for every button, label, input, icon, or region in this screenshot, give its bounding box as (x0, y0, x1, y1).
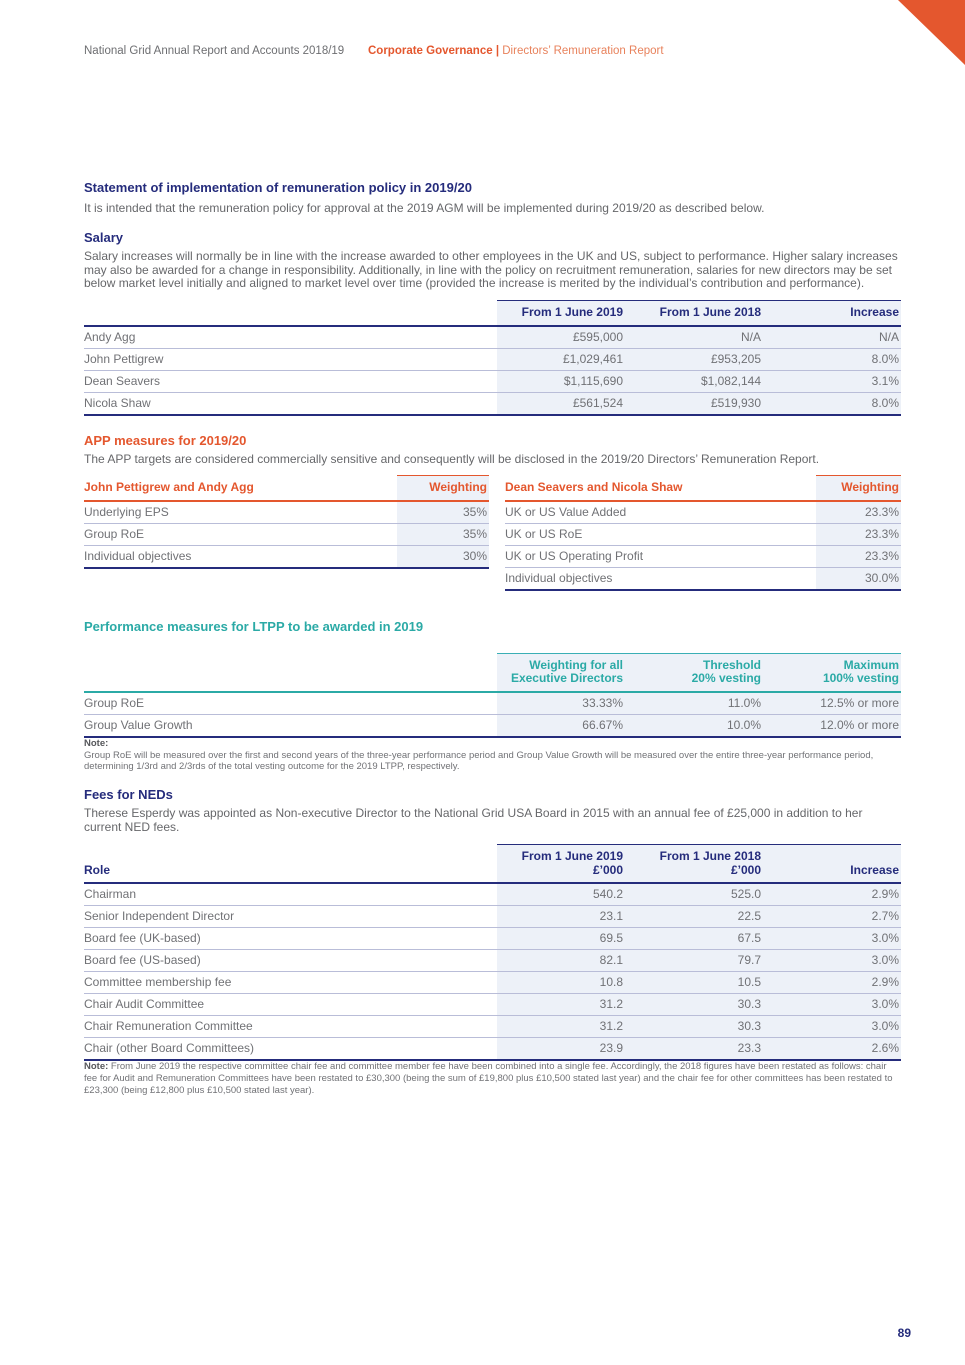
ned-header-2019-line2: £’000 (592, 862, 623, 877)
salary-table (84, 300, 901, 416)
ned-fee-2018: 525.0 (625, 883, 763, 906)
corner-triangle-decoration (898, 0, 965, 65)
ned-increase: 3.0% (763, 1016, 901, 1038)
ned-fee-2018: 10.5 (625, 972, 763, 994)
ltpp-table (84, 653, 901, 738)
ned-role: Chair (other Board Committees) (84, 1038, 497, 1061)
ned-header-increase (763, 845, 901, 884)
app-table-seavers-shaw (505, 475, 901, 591)
ned-increase: 2.6% (763, 1038, 901, 1061)
ltpp-heading: Performance measures for LTPP to be awarded in 2019 (84, 618, 424, 634)
app-measure: Underlying EPS (84, 501, 397, 524)
ned-fee-2019: 31.2 (497, 1016, 625, 1038)
ltpp-header-maximum-line1: Maximum (843, 657, 899, 672)
ltpp-header-weighting-line1: Weighting for all (529, 657, 623, 672)
table-row (84, 501, 489, 524)
ned-fee-2019: 10.8 (497, 972, 625, 994)
ned-fee-2018: 79.7 (625, 950, 763, 972)
ned-role: Senior Independent Director (84, 906, 497, 928)
table-row (84, 348, 901, 370)
ned-header-increase-label: Increase (850, 862, 899, 877)
ned-fee-2019: 23.9 (497, 1038, 625, 1061)
ned-fee-2018: 30.3 (625, 994, 763, 1016)
ned-fee-2019: 82.1 (497, 950, 625, 972)
app-weighting: 23.3% (816, 523, 901, 545)
ltpp-header-maximum-line2: 100% vesting (822, 671, 899, 686)
ltpp-measure: Group Value Growth (84, 714, 497, 737)
table-row (84, 972, 901, 994)
page-content (84, 0, 901, 1096)
ned-note-text: From June 2019 the respective committee chair fee and committee member fee have been combined into a single fee. Accordingly, the 2018 figures have been restated as follows: chair fee for Audit and Remuneration Committees have been restated to £30,300 (being the sum of £19,800 plus £10,500 stated last year) and the chair fee for other committees has been restated to £23,300 (being £12,800 plus £10,500 stated last year). (84, 1061, 893, 1096)
app-measure: Individual objectives (84, 545, 397, 568)
salary-row-increase: 8.0% (763, 348, 901, 370)
table-row (505, 567, 901, 590)
ltpp-note-text: Group RoE will be measured over the first and second years of the three-year performance period and Group Value Growth will be measured over the entire three-year performance period, determining 1/3rd and 2/3rds of the total vesting outcome for the 2019 LTPP, respectively. (84, 749, 874, 773)
ltpp-threshold: 11.0% (625, 692, 763, 715)
table-row (84, 545, 489, 568)
ltpp-header-threshold-line2: 20% vesting (691, 671, 761, 686)
salary-row-2019: £1,029,461 (497, 348, 625, 370)
app-weighting: 23.3% (816, 501, 901, 524)
salary-table-header-row (84, 301, 901, 326)
ltpp-header-weighting (497, 653, 625, 692)
table-row (84, 714, 901, 737)
app-weighting: 35% (397, 501, 489, 524)
ltpp-header-threshold (625, 653, 763, 692)
table-row (84, 523, 489, 545)
ned-header-row (84, 845, 901, 884)
ned-role: Chair Audit Committee (84, 994, 497, 1016)
ltpp-header-threshold-line1: Threshold (702, 657, 761, 672)
salary-row-2018: £953,205 (625, 348, 763, 370)
salary-row-2019: £561,524 (497, 392, 625, 415)
table-row (84, 1016, 901, 1038)
ned-fee-2018: 67.5 (625, 928, 763, 950)
salary-row-name: Dean Seavers (84, 370, 497, 392)
salary-row-2018: $1,082,144 (625, 370, 763, 392)
table-row (84, 692, 901, 715)
app-right-title: Dean Seavers and Nicola Shaw (505, 476, 816, 501)
table-row (84, 994, 901, 1016)
salary-row-2019: $1,115,690 (497, 370, 625, 392)
ned-increase: 3.0% (763, 994, 901, 1016)
app-tables (84, 475, 901, 591)
app-left-title: John Pettigrew and Andy Agg (84, 476, 397, 501)
table-row (84, 392, 901, 415)
statement-body: It is intended that the remuneration policy for approval at the 2019 AGM will be implemented during 2019/20 as described below. (84, 201, 765, 215)
app-measure: UK or US Operating Profit (505, 545, 816, 567)
ned-increase: 2.9% (763, 972, 901, 994)
salary-row-increase: 3.1% (763, 370, 901, 392)
ltpp-weighting: 33.33% (497, 692, 625, 715)
table-row (84, 1038, 901, 1061)
app-body: The APP targets are considered commercially sensitive and consequently will be disclosed in the 2019/20 Directors’ Remuneration Report. (84, 451, 820, 466)
neds-body: Therese Esperdy was appointed as Non-executive Director to the National Grid USA Board in 2015 with an annual fee of £25,000 in addition to her current NED fees. (84, 805, 863, 834)
salary-heading: Salary (84, 229, 124, 245)
salary-row-name: Nicola Shaw (84, 392, 497, 415)
ned-fee-2018: 30.3 (625, 1016, 763, 1038)
app-right-weighting-label: Weighting (816, 476, 901, 501)
ltpp-measure: Group RoE (84, 692, 497, 715)
ned-role: Chairman (84, 883, 497, 906)
ned-fee-2019: 23.1 (497, 906, 625, 928)
app-weighting: 30.0% (816, 567, 901, 590)
ltpp-threshold: 10.0% (625, 714, 763, 737)
ned-role: Board fee (UK-based) (84, 928, 497, 950)
ltpp-header-row (84, 653, 901, 692)
table-row (84, 326, 901, 349)
app-heading: APP measures for 2019/20 (84, 432, 247, 448)
ned-header-2018-line2: £’000 (730, 862, 761, 877)
app-left-weighting-label: Weighting (397, 476, 489, 501)
app-table-pettigrew-agg (84, 475, 489, 569)
ned-role: Board fee (US-based) (84, 950, 497, 972)
statement-heading: Statement of implementation of remuneration policy in 2019/20 (84, 180, 472, 195)
app-left-header-row (84, 476, 489, 501)
ltpp-header-weighting-line2: Executive Directors (510, 671, 623, 686)
neds-heading: Fees for NEDs (84, 786, 173, 802)
table-row (84, 906, 901, 928)
table-row (84, 883, 901, 906)
ned-fee-2019: 31.2 (497, 994, 625, 1016)
ned-fee-2019: 69.5 (497, 928, 625, 950)
ltpp-maximum: 12.5% or more (763, 692, 901, 715)
app-right-header-row (505, 476, 901, 501)
app-measure: UK or US Value Added (505, 501, 816, 524)
ned-header-2019 (497, 845, 625, 884)
ltpp-note-label: Note: (84, 737, 109, 749)
ned-note-label: Note: (84, 1061, 109, 1073)
salary-row-2019: £595,000 (497, 326, 625, 349)
salary-row-increase: 8.0% (763, 392, 901, 415)
ned-fee-2019: 540.2 (497, 883, 625, 906)
subsection-label: Directors’ Remuneration Report (502, 45, 664, 57)
ned-fee-2018: 22.5 (625, 906, 763, 928)
table-row (505, 501, 901, 524)
table-row (84, 928, 901, 950)
ned-role: Chair Remuneration Committee (84, 1016, 497, 1038)
ltpp-maximum: 12.0% or more (763, 714, 901, 737)
app-measure: Individual objectives (505, 567, 816, 590)
salary-header-increase: Increase (763, 301, 901, 326)
ned-note (84, 1061, 901, 1096)
salary-header-blank (84, 301, 497, 326)
app-weighting: 30% (397, 545, 489, 568)
salary-row-name: John Pettigrew (84, 348, 497, 370)
salary-header-2018: From 1 June 2018 (625, 301, 763, 326)
table-row (84, 370, 901, 392)
salary-row-increase: N/A (763, 326, 901, 349)
table-row (505, 523, 901, 545)
salary-row-2018: N/A (625, 326, 763, 349)
ned-increase: 3.0% (763, 928, 901, 950)
app-weighting: 23.3% (816, 545, 901, 567)
app-measure: Group RoE (84, 523, 397, 545)
ned-header-2018-line1: From 1 June 2018 (659, 849, 761, 864)
ltpp-header-maximum (763, 653, 901, 692)
ltpp-note (84, 738, 901, 773)
salary-row-name: Andy Agg (84, 326, 497, 349)
ned-fee-2018: 23.3 (625, 1038, 763, 1061)
ned-role: Committee membership fee (84, 972, 497, 994)
table-row (505, 545, 901, 567)
report-title: National Grid Annual Report and Accounts 2018/19 (84, 45, 345, 57)
ltpp-weighting: 66.67% (497, 714, 625, 737)
ned-header-2018 (625, 845, 763, 884)
ned-fees-table (84, 844, 901, 1061)
table-row (84, 950, 901, 972)
section-label: Corporate Governance | (368, 45, 500, 57)
ned-increase: 3.0% (763, 950, 901, 972)
salary-row-2018: £519,930 (625, 392, 763, 415)
page-number: 89 (897, 1326, 911, 1340)
ned-header-2019-line1: From 1 June 2019 (521, 849, 623, 864)
app-measure: UK or US RoE (505, 523, 816, 545)
salary-body: Salary increases will normally be in line with the increase awarded to other employees in the UK and US, subject to performance. Higher salary increases may also be awarded for a change in responsibility. Additionally, in line with the policy on recruitment remuneration, salaries for new directors may be set below market level initially and aligned to market level over time (provided the increase is merited by the individual’s contribution and performance). (84, 248, 898, 291)
salary-header-2019: From 1 June 2019 (497, 301, 625, 326)
ned-increase: 2.9% (763, 883, 901, 906)
ltpp-header-blank (84, 653, 497, 692)
ned-increase: 2.7% (763, 906, 901, 928)
app-weighting: 35% (397, 523, 489, 545)
ned-header-role: Role (84, 845, 497, 884)
